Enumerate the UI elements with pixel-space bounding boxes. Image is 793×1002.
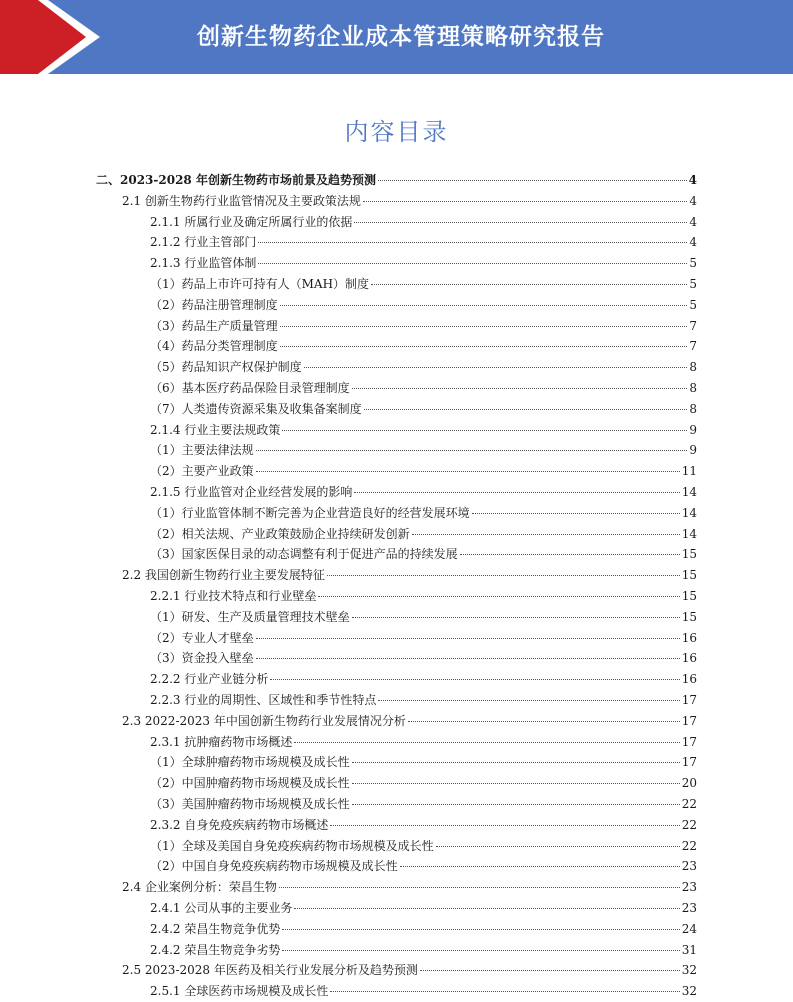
toc-entry-label: （1）全球肿瘤药物市场规模及成长性 — [150, 755, 350, 770]
toc-dot-leader — [352, 783, 680, 784]
toc-dot-leader — [371, 284, 687, 285]
toc-entry-page: 15 — [681, 589, 697, 603]
toc-entry-page: 17 — [681, 713, 697, 728]
toc-entry[interactable] — [150, 482, 697, 502]
toc-entry-label: 2.3 2022-2023 年中国创新生物药行业发展情况分析 — [122, 713, 406, 728]
toc-entry[interactable] — [122, 877, 697, 897]
toc-entry-page: 15 — [681, 609, 697, 624]
toc-entry-page: 16 — [681, 672, 697, 687]
toc-dot-leader — [282, 430, 687, 431]
toc-entry-label: （1）行业监管体制不断完善为企业营造良好的经营发展环境 — [150, 505, 470, 520]
toc-entry-page: 4 — [689, 214, 697, 229]
toc-entry[interactable] — [150, 357, 697, 377]
toc-dot-leader — [352, 762, 680, 763]
toc-dot-leader — [318, 596, 679, 597]
toc-dot-leader — [408, 721, 680, 722]
toc-entry-page: 15 — [681, 568, 697, 583]
toc-dot-leader — [363, 201, 687, 202]
toc-entry-label: 2.5.1 全球医药市场规模及成长性 — [150, 984, 329, 999]
toc-entry-label: 2.2 我国创新生物药行业主要发展特征 — [122, 568, 325, 583]
toc-dot-leader — [279, 887, 680, 888]
toc-dot-leader — [282, 950, 679, 951]
toc-entry-label: 2.1.5 行业监管对企业经营发展的影响 — [150, 485, 353, 499]
toc-entry[interactable] — [150, 752, 697, 772]
toc-entry-label: 2.1.2 行业主管部门 — [150, 235, 257, 250]
toc-entry[interactable] — [150, 794, 697, 814]
toc-entry-label: （2）中国肿瘤药物市场规模及成长性 — [150, 776, 350, 791]
toc-entry-page: 8 — [689, 401, 697, 416]
toc-dot-leader — [280, 305, 688, 306]
toc-entry-label: （5）药品知识产权保护制度 — [150, 360, 302, 375]
toc-entry-page: 32 — [681, 984, 697, 999]
toc-dot-leader — [282, 929, 679, 930]
toc-entry-page: 5 — [689, 297, 697, 312]
toc-entry-label: 2.1 创新生物药行业监管情况及主要政策法规 — [122, 193, 361, 208]
toc-entry-label: （1）主要法律法规 — [150, 443, 254, 458]
toc-entry[interactable] — [150, 524, 697, 544]
toc-entry[interactable] — [122, 565, 697, 585]
toc-dot-leader — [294, 742, 679, 743]
toc-entry-label: 2.1.1 所属行业及确定所属行业的依据 — [150, 214, 353, 229]
toc-entry-label: （2）主要产业政策 — [150, 464, 254, 479]
toc-entry-label: 2.2.2 行业产业链分析 — [150, 672, 269, 687]
toc-entry[interactable] — [150, 586, 697, 606]
toc-entry-page: 23 — [681, 880, 697, 895]
header-banner — [0, 0, 793, 74]
toc-entry-label: （2）专业人才壁垒 — [150, 630, 254, 645]
toc-entry-label: （4）药品分类管理制度 — [150, 339, 278, 354]
report-title: 创新生物药企业成本管理策略研究报告 — [197, 24, 605, 50]
toc-entry-page: 22 — [681, 817, 697, 832]
toc-entry[interactable] — [150, 461, 697, 481]
toc-entry[interactable] — [150, 503, 697, 523]
toc-entry-page: 8 — [689, 381, 697, 395]
toc-entry-label: （3）药品生产质量管理 — [150, 318, 278, 333]
toc-entry-label: （2）相关法规、产业政策鼓励企业持续研发创新 — [150, 526, 410, 541]
toc-entry-page: 15 — [681, 547, 697, 562]
toc-entry[interactable] — [122, 191, 697, 211]
toc-entry-label: （2）中国自身免疫疾病药物市场规模及成长性 — [150, 859, 398, 874]
toc-entry[interactable] — [150, 544, 697, 564]
toc-entry-page: 9 — [689, 422, 697, 437]
toc-entry[interactable] — [96, 170, 697, 190]
toc-entry-page: 4 — [688, 173, 697, 187]
toc-dot-leader — [256, 658, 680, 659]
toc-entry-label: 2.4.2 荣昌生物竞争劣势 — [150, 942, 281, 957]
toc-entry[interactable] — [150, 440, 697, 460]
toc-dot-leader — [256, 450, 688, 451]
toc-dot-leader — [258, 242, 687, 243]
toc-entry-label: 2.1.4 行业主要法规政策 — [150, 422, 281, 437]
toc-entry[interactable] — [150, 607, 697, 627]
toc-entry-page: 17 — [681, 734, 697, 749]
toc-entry[interactable] — [150, 212, 697, 232]
toc-entry-label: 2.3.1 抗肿瘤药物市场概述 — [150, 734, 293, 749]
toc-entry-page: 20 — [681, 776, 697, 791]
toc-dot-leader — [280, 326, 688, 327]
toc-entry[interactable] — [150, 836, 697, 856]
toc-entry-label: 2.4 企业案例分析：荣昌生物 — [122, 880, 277, 895]
toc-entry-page: 17 — [681, 755, 697, 770]
toc-entry[interactable] — [150, 336, 697, 356]
toc-entry[interactable] — [150, 773, 697, 793]
toc-entry-label: （1）全球及美国自身免疫疾病药物市场规模及成长性 — [150, 838, 434, 853]
toc-entry[interactable] — [150, 648, 697, 668]
toc-entry-label: 2.5 2023-2028 年医药及相关行业发展分析及趋势预测 — [122, 963, 418, 978]
toc-entry-page: 23 — [681, 901, 697, 915]
toc-dot-leader — [330, 825, 679, 826]
toc-entry[interactable] — [150, 628, 697, 648]
toc-entry-label: （1）药品上市许可持有人（MAH）制度 — [150, 277, 370, 291]
toc-entry-page: 17 — [681, 693, 697, 707]
toc-dot-leader — [258, 263, 687, 264]
toc-entry-page: 31 — [681, 942, 697, 957]
toc-heading: 内容目录 — [344, 118, 449, 146]
toc-entry[interactable] — [150, 316, 697, 336]
toc-entry[interactable] — [150, 669, 697, 689]
toc-entry-label: （3）美国肿瘤药物市场规模及成长性 — [150, 797, 350, 811]
toc-entry-page: 23 — [681, 859, 697, 874]
toc-entry-page: 11 — [681, 464, 697, 479]
toc-entry[interactable] — [150, 981, 697, 1001]
toc-entry-page: 5 — [689, 256, 697, 271]
toc-entry-label: 2.1.3 行业监管体制 — [150, 256, 257, 271]
toc-entry-page: 22 — [681, 797, 697, 811]
toc-entry-label: （2）药品注册管理制度 — [150, 297, 278, 312]
toc-dot-leader — [270, 679, 679, 680]
toc-entry-label: （3）国家医保目录的动态调整有利于促进产品的持续发展 — [150, 547, 458, 562]
toc-entry[interactable] — [150, 274, 697, 294]
toc-entry-label: （7）人类遗传资源采集及收集备案制度 — [150, 401, 362, 416]
toc-dot-leader — [352, 804, 680, 805]
toc-entry-page: 32 — [681, 963, 697, 978]
toc-entry[interactable] — [122, 960, 697, 980]
toc-entry[interactable] — [150, 732, 697, 752]
toc-entry-page: 7 — [689, 339, 697, 354]
toc-dot-leader — [412, 534, 680, 535]
toc-entry-page: 5 — [689, 277, 697, 291]
toc-entry-page: 16 — [681, 630, 697, 645]
toc-dot-leader — [294, 908, 679, 909]
toc-entry-label: 2.2.1 行业技术特点和行业壁垒 — [150, 589, 317, 603]
toc-entry-page: 9 — [689, 443, 697, 458]
toc-entry-label: 二、2023-2028 年创新生物药市场前景及趋势预测 — [96, 173, 376, 187]
toc-dot-leader — [327, 575, 680, 576]
toc-entry-label: 2.4.2 荣昌生物竞争优势 — [150, 921, 281, 936]
toc-dot-leader — [352, 388, 688, 389]
toc-entry-label: （3）资金投入壁垒 — [150, 651, 254, 666]
toc-entry[interactable] — [150, 399, 697, 419]
toc-dot-leader — [256, 471, 680, 472]
toc-entry-page: 14 — [681, 505, 697, 520]
toc-entry[interactable] — [150, 295, 697, 315]
toc-entry-page: 14 — [681, 526, 697, 541]
toc-dot-leader — [378, 180, 687, 181]
toc-entry-page: 4 — [689, 235, 697, 250]
toc-entry-label: 2.2.3 行业的周期性、区域性和季节性特点 — [150, 693, 377, 707]
toc-entry-page: 22 — [681, 838, 697, 853]
toc-dot-leader — [354, 222, 687, 223]
toc-entry-page: 4 — [689, 193, 697, 208]
toc-entry-page: 24 — [681, 921, 697, 936]
toc-entry[interactable] — [150, 898, 697, 918]
toc-dot-leader — [364, 409, 688, 410]
toc-entry-label: （6）基本医疗药品保险目录管理制度 — [150, 381, 350, 395]
toc-entry[interactable] — [150, 940, 697, 960]
toc-dot-leader — [280, 346, 688, 347]
toc-entry[interactable] — [150, 856, 697, 876]
toc-dot-leader — [352, 617, 680, 618]
toc-entry[interactable] — [150, 690, 697, 710]
toc-entry[interactable] — [150, 815, 697, 835]
toc-dot-leader — [354, 492, 679, 493]
toc-dot-leader — [420, 970, 680, 971]
toc-entry[interactable] — [150, 253, 697, 273]
toc-dot-leader — [256, 638, 680, 639]
toc-dot-leader — [378, 700, 679, 701]
toc-dot-leader — [400, 866, 680, 867]
toc-dot-leader — [304, 367, 688, 368]
toc-entry-label: 2.4.1 公司从事的主要业务 — [150, 901, 293, 915]
toc-entry[interactable] — [122, 711, 697, 731]
toc-entry[interactable] — [150, 420, 697, 440]
toc-dot-leader — [436, 846, 680, 847]
toc-entry-page: 7 — [689, 318, 697, 333]
toc-dot-leader — [460, 554, 680, 555]
toc-entry-label: 2.3.2 自身免疫疾病药物市场概述 — [150, 817, 329, 832]
banner-chevron-icon — [0, 0, 120, 74]
toc-dot-leader — [472, 513, 680, 514]
toc-entry[interactable] — [150, 378, 697, 398]
toc-entry-page: 8 — [689, 360, 697, 375]
toc-entry[interactable] — [150, 232, 697, 252]
toc-entry-page: 14 — [681, 485, 697, 499]
toc-entry-label: （1）研发、生产及质量管理技术壁垒 — [150, 609, 350, 624]
toc-entry-page: 16 — [681, 651, 697, 666]
toc-dot-leader — [330, 991, 679, 992]
toc-entry[interactable] — [150, 919, 697, 939]
